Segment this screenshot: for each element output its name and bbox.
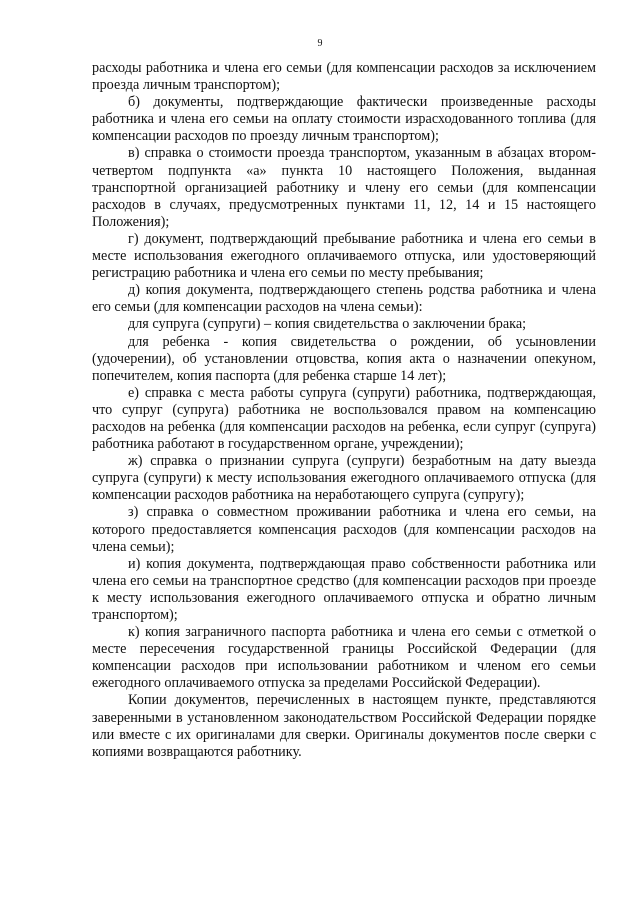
document-body: [92, 60, 596, 761]
page-number: 9: [317, 38, 323, 49]
paragraph-item-k: к) копия заграничного паспорта работника и члена его семьи с отметкой о месте пересечения государственной границы Российской Федерации (для компенсации расходов при использовании работником и членом его семьи ежегодного оплачиваемого отпуска за пределами Российской Федерации).: [92, 624, 596, 692]
paragraph-copies: Копии документов, перечисленных в настоящем пункте, представляются заверенными в установленном законодательством Российской Федерации порядке или вместе с их оригиналами для сверки. Оригиналы документов после сверки с копиями возвращаются работнику.: [92, 692, 596, 760]
paragraph-item-z: з) справка о совместном проживании работника и члена его семьи, на которого предоставляется компенсация расходов (для компенсации расходов на члена семьи);: [92, 504, 596, 555]
paragraph-item-g: г) документ, подтверждающий пребывание работника и члена его семьи в месте использования ежегодного оплачиваемого отпуска, или удостоверяющий регистрацию работника и члена его семьи по месту пребывания;: [92, 230, 596, 282]
paragraph-item-zh: ж) справка о признании супруга (супруги) безработным на дату выезда супруга (супруги) к месту использования ежегодного оплачиваемого отпуска (для компенсации расходов работника на неработающего супруга (супругу);: [92, 453, 596, 504]
paragraph-item-v: в) справка о стоимости проезда транспортом, указанным в абзацах втором-четвертом подпункта «а» пункта 10 настоящего Положения, выданная транспортной организацией работнику и члену его семьи (для компенсации расходов в случаях, предусмотренных пунктами 11, 12, 14 и 15 настоящего Положения);: [92, 145, 596, 230]
paragraph-child: для ребенка - копия свидетельства о рождении, об усыновлении (удочерении), об установлении отцовства, копия акта о назначении опекуном, попечителем, копия паспорта (для ребенка старше 14 лет);: [92, 333, 596, 384]
paragraph-item-i: и) копия документа, подтверждающая право собственности работника или члена его семьи на транспортное средство (для компенсации расходов при проезде к месту использования ежегодного оплачиваемого отпуска и обратно личным транспортом);: [92, 555, 596, 623]
paragraph-item-d: д) копия документа, подтверждающего степень родства работника и члена его семьи (для компенсации расходов на члена семьи):: [92, 282, 596, 316]
paragraph-item-e: е) справка с места работы супруга (супруги) работника, подтверждающая, что супруг (супруга) работника не воспользовался правом на компенсацию расходов на ребенка (для компенсации расходов на ребенка, если супруг (супруга) работника работают в государственном органе, учреждении);: [92, 384, 596, 453]
paragraph-continuation: расходы работника и члена его семьи (для компенсации расходов за исключением проезда личным транспортом);: [92, 60, 596, 94]
paragraph-spouse: для супруга (супруги) – копия свидетельства о заключении брака;: [128, 316, 527, 333]
paragraph-item-b: б) документы, подтверждающие фактически произведенные расходы работника и члена его семьи на оплату стоимости израсходованного топлива (для компенсации расходов по проезду личным транспортом);: [92, 94, 596, 145]
